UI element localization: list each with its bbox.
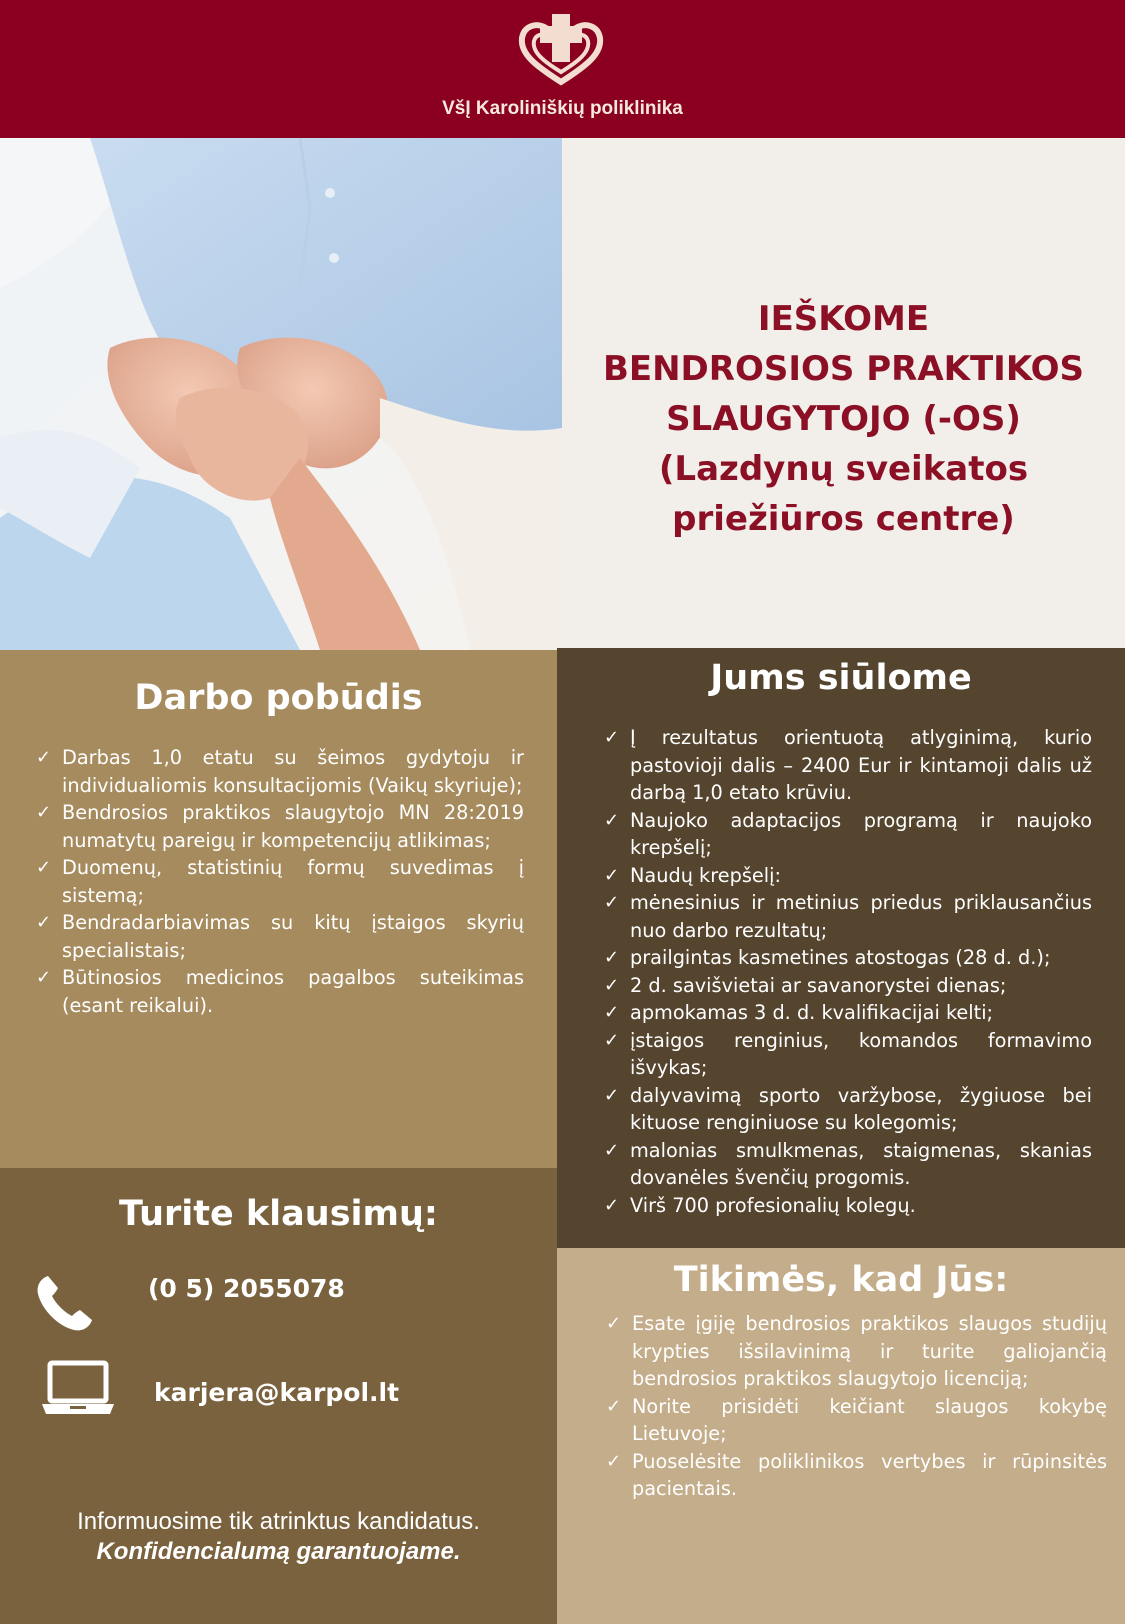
holding-hands-photo [0,138,562,650]
contacts-panel [0,1168,557,1624]
phone-icon [34,1272,96,1334]
list-item: ✓ malonias smulkmenas, staigmenas, skanias dovanėles švenčių progomis. [600,1137,1092,1192]
list-item: ✓ prailgintas kasmetines atostogas (28 d. d.); [600,944,1092,972]
confidentiality-note: Konfidencialumą garantuojame. [96,1538,461,1565]
duties-title: Darbo pobūdis [134,678,423,718]
expect-title: Tikimės, kad Jūs: [673,1260,1009,1300]
org-name: VšĮ Karoliniškių poliklinika [442,98,683,119]
title-line: priežiūros centre) [672,499,1015,539]
list-item: ✓ Naujoko adaptacijos programą ir naujoko krepšelį; [600,807,1092,862]
title-line: SLAUGYTOJO (-OS) [666,399,1021,439]
header-bar [0,0,1125,138]
duties-list [32,744,524,1019]
list-item: ✓ Į rezultatus orientuotą atlyginimą, kurio pastovioji dalis – 2400 Eur ir kintamoji dalis už darbą 1,0 etato krūviu. [600,724,1092,807]
title-panel [562,138,1125,650]
list-item: ✓ Norite prisidėti keičiant slaugos kokybę Lietuvoje; [602,1393,1107,1448]
title-line: IEŠKOME [757,299,930,339]
list-item: ✓ 2 d. savišvietai ar savanorystei dienas; [600,972,1092,1000]
offer-title: Jums siūlome [710,658,972,698]
laptop-icon [40,1360,116,1416]
list-item: ✓ apmokamas 3 d. d. kvalifikacijai kelti; [600,999,1092,1027]
list-item: ✓ dalyvavimą sporto varžybose, žygiuose bei kituose renginiuose su kolegomis; [600,1082,1092,1137]
heart-cross-logo-icon [516,14,606,86]
duties-panel [0,650,557,1168]
info-note: Informuosime tik atrinktus kandidatus. [77,1508,480,1535]
list-item: ✓ Esate įgiję bendrosios praktikos slaugos studijų krypties išsilavinimą ir turite galiojančią bendrosios praktikos slaugytojo licenciją; [602,1310,1107,1393]
list-item: ✓ Bendradarbiavimas su kitų įstaigos skyrių specialistais; [32,909,524,964]
offer-list [600,724,1092,1219]
contacts-title: Turite klausimų: [119,1194,438,1234]
list-item: ✓ Puoselėsite poliklinikos vertybes ir rūpinsitės pacientais. [602,1448,1107,1503]
phone-number[interactable]: (0 5) 2055078 [148,1274,345,1303]
offer-panel [557,648,1125,1248]
list-item: ✓ Būtinosios medicinos pagalbos suteikimas (esant reikalui). [32,964,524,1019]
list-item: ✓ Bendrosios praktikos slaugytojo MN 28:2019 numatytų pareigų ir kompetencijų atlikimas; [32,799,524,854]
job-title [562,294,1125,544]
list-item: ✓ įstaigos renginius, komandos formavimo išvykas; [600,1027,1092,1082]
list-item: ✓ Darbas 1,0 etatu su šeimos gydytoju ir individualiomis konsultacijomis (Vaikų skyriuje); [32,744,524,799]
list-item: ✓ mėnesinius ir metinius priedus priklausančius nuo darbo rezultatų; [600,889,1092,944]
list-item: ✓ Virš 700 profesionalių kolegų. [600,1192,1092,1220]
list-item: ✓ Naudų krepšelį: [600,862,1092,890]
title-line: (Lazdynų sveikatos [658,449,1029,489]
title-line: BENDROSIOS PRAKTIKOS [602,349,1085,389]
expect-panel [557,1248,1125,1624]
list-item: ✓ Duomenų, statistinių formų suvedimas į sistemą; [32,854,524,909]
email-address[interactable]: karjera@karpol.lt [154,1378,400,1407]
expect-list [602,1310,1107,1503]
